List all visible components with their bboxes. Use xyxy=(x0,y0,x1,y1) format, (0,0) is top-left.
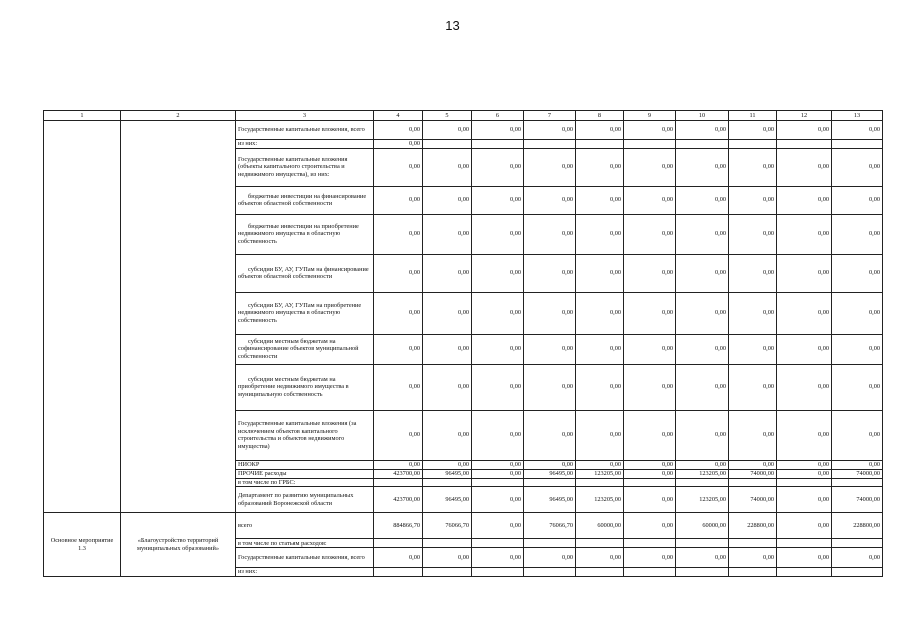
value-cell xyxy=(832,478,883,487)
value-cell xyxy=(676,478,729,487)
value-cell: 0,00 xyxy=(832,292,883,334)
value-cell: 0,00 xyxy=(729,121,777,140)
value-cell: 0,00 xyxy=(524,148,576,186)
value-cell: 0,00 xyxy=(624,487,676,513)
value-cell xyxy=(423,140,472,149)
row-label: всего xyxy=(236,513,374,539)
value-cell: 0,00 xyxy=(624,469,676,478)
value-cell: 0,00 xyxy=(624,460,676,469)
value-cell: 0,00 xyxy=(676,148,729,186)
value-cell: 0,00 xyxy=(374,140,423,149)
value-cell: 0,00 xyxy=(729,334,777,364)
value-cell: 0,00 xyxy=(423,121,472,140)
value-cell: 0,00 xyxy=(423,292,472,334)
value-cell: 0,00 xyxy=(676,548,729,568)
value-cell: 0,00 xyxy=(777,513,832,539)
column-header: 6 xyxy=(472,111,524,121)
value-cell: 74000,00 xyxy=(832,469,883,478)
value-cell: 0,00 xyxy=(374,186,423,214)
column-header: 1 xyxy=(44,111,121,121)
value-cell xyxy=(676,140,729,149)
value-cell xyxy=(374,539,423,548)
value-cell xyxy=(832,568,883,577)
value-cell: 0,00 xyxy=(524,364,576,410)
row-label: ПРОЧИЕ расходы xyxy=(236,469,374,478)
value-cell: 0,00 xyxy=(676,186,729,214)
value-cell: 0,00 xyxy=(524,460,576,469)
value-cell: 0,00 xyxy=(676,292,729,334)
value-cell: 423700,00 xyxy=(374,469,423,478)
table-row xyxy=(44,121,883,140)
value-cell xyxy=(472,568,524,577)
value-cell: 0,00 xyxy=(423,364,472,410)
row-label: Государственные капитальные вложения (объекты капитального строительства и недвижимого имущества), из них: xyxy=(236,148,374,186)
value-cell xyxy=(624,539,676,548)
value-cell xyxy=(777,478,832,487)
value-cell: 0,00 xyxy=(576,254,624,292)
value-cell xyxy=(576,140,624,149)
value-cell: 0,00 xyxy=(624,364,676,410)
value-cell xyxy=(524,539,576,548)
row-label: субсидии местным бюджетам на софинансирование объектов муниципальной собственности xyxy=(236,334,374,364)
value-cell: 0,00 xyxy=(624,548,676,568)
value-cell: 228800,00 xyxy=(729,513,777,539)
value-cell: 0,00 xyxy=(777,410,832,460)
value-cell: 0,00 xyxy=(777,148,832,186)
value-cell: 228800,00 xyxy=(832,513,883,539)
row-label: из них: xyxy=(236,140,374,149)
column-header: 13 xyxy=(832,111,883,121)
value-cell: 0,00 xyxy=(423,214,472,254)
value-cell: 0,00 xyxy=(729,460,777,469)
value-cell: 0,00 xyxy=(472,410,524,460)
value-cell: 0,00 xyxy=(374,148,423,186)
column-header: 9 xyxy=(624,111,676,121)
value-cell: 0,00 xyxy=(576,334,624,364)
value-cell xyxy=(576,568,624,577)
value-cell: 0,00 xyxy=(576,548,624,568)
value-cell: 0,00 xyxy=(423,334,472,364)
value-cell: 0,00 xyxy=(777,121,832,140)
value-cell xyxy=(472,539,524,548)
value-cell: 0,00 xyxy=(472,469,524,478)
value-cell: 0,00 xyxy=(832,410,883,460)
value-cell: 0,00 xyxy=(472,186,524,214)
value-cell: 0,00 xyxy=(624,292,676,334)
value-cell: 0,00 xyxy=(576,410,624,460)
value-cell: 0,00 xyxy=(374,364,423,410)
value-cell: 96495,00 xyxy=(423,469,472,478)
value-cell: 123205,00 xyxy=(676,487,729,513)
value-cell: 0,00 xyxy=(524,214,576,254)
value-cell: 0,00 xyxy=(729,186,777,214)
value-cell xyxy=(423,568,472,577)
value-cell: 0,00 xyxy=(624,513,676,539)
value-cell: 0,00 xyxy=(423,254,472,292)
value-cell: 0,00 xyxy=(524,548,576,568)
value-cell xyxy=(524,478,576,487)
column-header: 3 xyxy=(236,111,374,121)
value-cell: 0,00 xyxy=(423,186,472,214)
value-cell xyxy=(676,539,729,548)
value-cell: 0,00 xyxy=(374,460,423,469)
row-label: субсидии местным бюджетам на приобретение недвижимого имущества в муниципальную собственность xyxy=(236,364,374,410)
value-cell xyxy=(729,478,777,487)
value-cell: 0,00 xyxy=(472,364,524,410)
value-cell xyxy=(472,140,524,149)
value-cell: 0,00 xyxy=(472,292,524,334)
value-cell: 0,00 xyxy=(832,121,883,140)
value-cell: 0,00 xyxy=(729,292,777,334)
value-cell: 96495,00 xyxy=(423,487,472,513)
value-cell: 123205,00 xyxy=(576,487,624,513)
value-cell: 0,00 xyxy=(729,548,777,568)
value-cell: 0,00 xyxy=(524,410,576,460)
header-row xyxy=(44,111,883,121)
value-cell: 0,00 xyxy=(777,548,832,568)
value-cell xyxy=(729,140,777,149)
budget-table xyxy=(43,110,883,577)
value-cell: 0,00 xyxy=(624,121,676,140)
value-cell: 74000,00 xyxy=(729,487,777,513)
value-cell: 0,00 xyxy=(729,364,777,410)
column-header: 5 xyxy=(423,111,472,121)
value-cell: 0,00 xyxy=(524,121,576,140)
value-cell: 0,00 xyxy=(624,186,676,214)
value-cell: 0,00 xyxy=(472,121,524,140)
value-cell: 0,00 xyxy=(777,292,832,334)
value-cell: 0,00 xyxy=(423,410,472,460)
value-cell: 0,00 xyxy=(423,460,472,469)
value-cell: 0,00 xyxy=(624,214,676,254)
column-header: 10 xyxy=(676,111,729,121)
value-cell: 0,00 xyxy=(832,148,883,186)
value-cell: 0,00 xyxy=(624,410,676,460)
value-cell: 0,00 xyxy=(832,254,883,292)
value-cell: 0,00 xyxy=(832,460,883,469)
value-cell: 96495,00 xyxy=(524,487,576,513)
value-cell: 96495,00 xyxy=(524,469,576,478)
value-cell: 0,00 xyxy=(472,487,524,513)
value-cell: 0,00 xyxy=(472,254,524,292)
value-cell: 0,00 xyxy=(777,214,832,254)
value-cell: 0,00 xyxy=(472,148,524,186)
value-cell xyxy=(729,568,777,577)
row-label: Государственные капитальные вложения (за исключением объектов капитального строительства и объектов недвижимого имущества) xyxy=(236,410,374,460)
measure-name-cell xyxy=(121,121,236,513)
value-cell: 0,00 xyxy=(576,460,624,469)
value-cell: 423700,00 xyxy=(374,487,423,513)
value-cell: 0,00 xyxy=(576,364,624,410)
value-cell: 0,00 xyxy=(576,292,624,334)
value-cell xyxy=(576,478,624,487)
value-cell xyxy=(524,568,576,577)
value-cell xyxy=(832,140,883,149)
value-cell xyxy=(472,478,524,487)
row-label: субсидии БУ, АУ, ГУПам на приобретение недвижимого имущества в областную собственность xyxy=(236,292,374,334)
value-cell xyxy=(576,539,624,548)
value-cell: 0,00 xyxy=(729,214,777,254)
value-cell: 884866,70 xyxy=(374,513,423,539)
value-cell xyxy=(423,539,472,548)
value-cell: 0,00 xyxy=(472,513,524,539)
value-cell: 0,00 xyxy=(423,548,472,568)
value-cell: 0,00 xyxy=(576,186,624,214)
row-label: Департамент по развитию муниципальных образований Воронежской области xyxy=(236,487,374,513)
page-number: 13 xyxy=(445,18,460,33)
value-cell: 0,00 xyxy=(832,334,883,364)
value-cell: 123205,00 xyxy=(676,469,729,478)
value-cell: 0,00 xyxy=(576,148,624,186)
value-cell: 0,00 xyxy=(777,487,832,513)
value-cell: 0,00 xyxy=(524,254,576,292)
value-cell: 60000,00 xyxy=(676,513,729,539)
value-cell: 0,00 xyxy=(676,460,729,469)
value-cell: 0,00 xyxy=(729,254,777,292)
value-cell: 0,00 xyxy=(777,364,832,410)
value-cell: 0,00 xyxy=(777,186,832,214)
row-label: субсидии БУ, АУ, ГУПам на финансирование объектов областной собственности xyxy=(236,254,374,292)
value-cell: 0,00 xyxy=(472,460,524,469)
value-cell xyxy=(624,140,676,149)
value-cell: 0,00 xyxy=(624,334,676,364)
value-cell: 0,00 xyxy=(624,148,676,186)
value-cell: 0,00 xyxy=(524,292,576,334)
row-label: Государственные капитальные вложения, всего xyxy=(236,548,374,568)
row-label: Государственные капитальные вложения, всего xyxy=(236,121,374,140)
value-cell: 0,00 xyxy=(832,214,883,254)
column-header: 2 xyxy=(121,111,236,121)
value-cell: 76066,70 xyxy=(423,513,472,539)
value-cell: 60000,00 xyxy=(576,513,624,539)
value-cell: 0,00 xyxy=(374,410,423,460)
value-cell: 0,00 xyxy=(374,292,423,334)
value-cell: 76066,70 xyxy=(524,513,576,539)
value-cell: 0,00 xyxy=(576,121,624,140)
value-cell: 0,00 xyxy=(676,410,729,460)
measure-name-cell: «Благоустройство территорий муниципальных образований» xyxy=(121,513,236,577)
value-cell: 0,00 xyxy=(423,148,472,186)
value-cell xyxy=(777,539,832,548)
value-cell: 0,00 xyxy=(777,334,832,364)
value-cell: 0,00 xyxy=(374,214,423,254)
value-cell: 0,00 xyxy=(676,214,729,254)
row-label: из них: xyxy=(236,568,374,577)
value-cell: 0,00 xyxy=(676,254,729,292)
value-cell: 0,00 xyxy=(729,410,777,460)
value-cell xyxy=(777,568,832,577)
row-label: в том числе по ГРБС: xyxy=(236,478,374,487)
value-cell: 0,00 xyxy=(676,364,729,410)
row-label: бюджетные инвестиции на приобретение недвижимого имущества в областную собственность xyxy=(236,214,374,254)
table-row xyxy=(44,513,883,539)
column-header: 8 xyxy=(576,111,624,121)
value-cell: 74000,00 xyxy=(832,487,883,513)
value-cell: 0,00 xyxy=(777,254,832,292)
row-label: в том числе по статьям расходов: xyxy=(236,539,374,548)
value-cell xyxy=(524,140,576,149)
value-cell xyxy=(832,539,883,548)
value-cell: 0,00 xyxy=(524,334,576,364)
value-cell: 0,00 xyxy=(472,548,524,568)
value-cell: 0,00 xyxy=(729,148,777,186)
value-cell: 0,00 xyxy=(832,364,883,410)
measure-cell: Основное мероприятие 1.3 xyxy=(44,513,121,577)
value-cell xyxy=(729,539,777,548)
value-cell: 0,00 xyxy=(777,460,832,469)
value-cell: 0,00 xyxy=(832,548,883,568)
value-cell: 0,00 xyxy=(472,214,524,254)
value-cell: 0,00 xyxy=(374,254,423,292)
column-header: 7 xyxy=(524,111,576,121)
value-cell: 0,00 xyxy=(576,214,624,254)
row-label: НИОКР xyxy=(236,460,374,469)
value-cell xyxy=(624,478,676,487)
value-cell: 0,00 xyxy=(374,121,423,140)
value-cell: 74000,00 xyxy=(729,469,777,478)
value-cell: 0,00 xyxy=(624,254,676,292)
value-cell: 0,00 xyxy=(374,334,423,364)
column-header: 4 xyxy=(374,111,423,121)
value-cell: 123205,00 xyxy=(576,469,624,478)
value-cell xyxy=(676,568,729,577)
value-cell xyxy=(374,478,423,487)
value-cell: 0,00 xyxy=(524,186,576,214)
value-cell: 0,00 xyxy=(472,334,524,364)
value-cell: 0,00 xyxy=(374,548,423,568)
value-cell: 0,00 xyxy=(832,186,883,214)
value-cell xyxy=(374,568,423,577)
value-cell: 0,00 xyxy=(676,334,729,364)
value-cell xyxy=(777,140,832,149)
value-cell: 0,00 xyxy=(777,469,832,478)
column-header: 11 xyxy=(729,111,777,121)
value-cell xyxy=(423,478,472,487)
row-label: бюджетные инвестиции на финансирование объектов областной собственности xyxy=(236,186,374,214)
measure-cell xyxy=(44,121,121,513)
value-cell: 0,00 xyxy=(676,121,729,140)
column-header: 12 xyxy=(777,111,832,121)
value-cell xyxy=(624,568,676,577)
